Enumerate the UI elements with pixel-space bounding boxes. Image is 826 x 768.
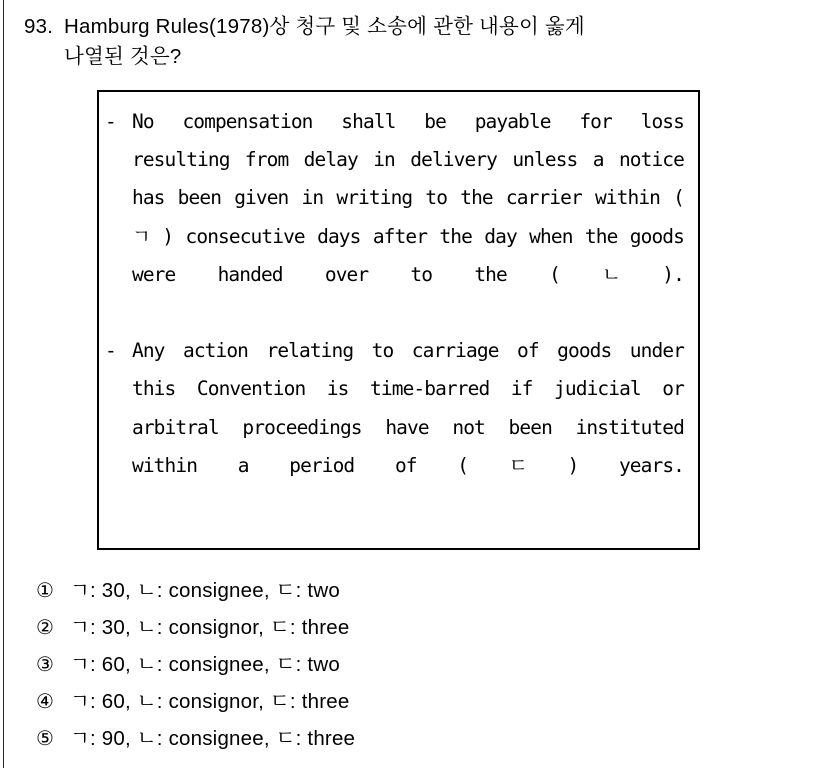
question-line-2: 나열된 것은? [64, 45, 182, 68]
option-marker-icon: ① [36, 579, 54, 602]
passage-item-text: Any action relating to carriage of goods under this Convention is time-barred if judicial or arbitral proceedings have not been instituted within a period of ( ㄷ ) years. [132, 339, 684, 477]
question-line-1 [24, 12, 804, 42]
option-label: ㄱ: 30, ㄴ: consignee, ㄷ: two [70, 578, 340, 602]
option-label: ㄱ: 30, ㄴ: consignor, ㄷ: three [70, 615, 350, 639]
option-marker-icon: ③ [36, 653, 54, 676]
answer-option-4[interactable] [36, 683, 796, 720]
answer-option-5[interactable] [36, 720, 796, 757]
option-marker-icon: ② [36, 616, 54, 639]
answer-option-3[interactable] [36, 646, 796, 683]
passage-item [105, 332, 684, 523]
page-edge-line [3, 0, 4, 768]
passage-item [105, 103, 684, 332]
passage-item-text: No compensation shall be payable for loss resulting from delay in delivery unless a notice has been given in writing to the carrier within ( ㄱ ) consecutive days after the day when the goods were handed over to the ( ㄴ ). [132, 110, 684, 286]
option-label: ㄱ: 60, ㄴ: consignee, ㄷ: two [70, 652, 340, 676]
answer-option-1[interactable] [36, 572, 796, 609]
option-label: ㄱ: 60, ㄴ: consignor, ㄷ: three [70, 689, 350, 713]
option-label: ㄱ: 90, ㄴ: consignee, ㄷ: three [70, 726, 356, 750]
option-marker-icon: ⑤ [36, 727, 54, 750]
passage-list [99, 92, 698, 523]
bullet-dash-icon: - [105, 339, 116, 363]
question-number: 93. [24, 15, 54, 38]
answer-option-2[interactable] [36, 609, 796, 646]
answer-options [36, 572, 796, 757]
question-prompt-text: Hamburg Rules(1978)상 청구 및 소송에 관한 내용이 옳게 [64, 15, 585, 38]
question-header [24, 12, 804, 72]
option-marker-icon: ④ [36, 690, 54, 713]
passage-box [97, 90, 700, 550]
bullet-dash-icon: - [105, 110, 116, 133]
